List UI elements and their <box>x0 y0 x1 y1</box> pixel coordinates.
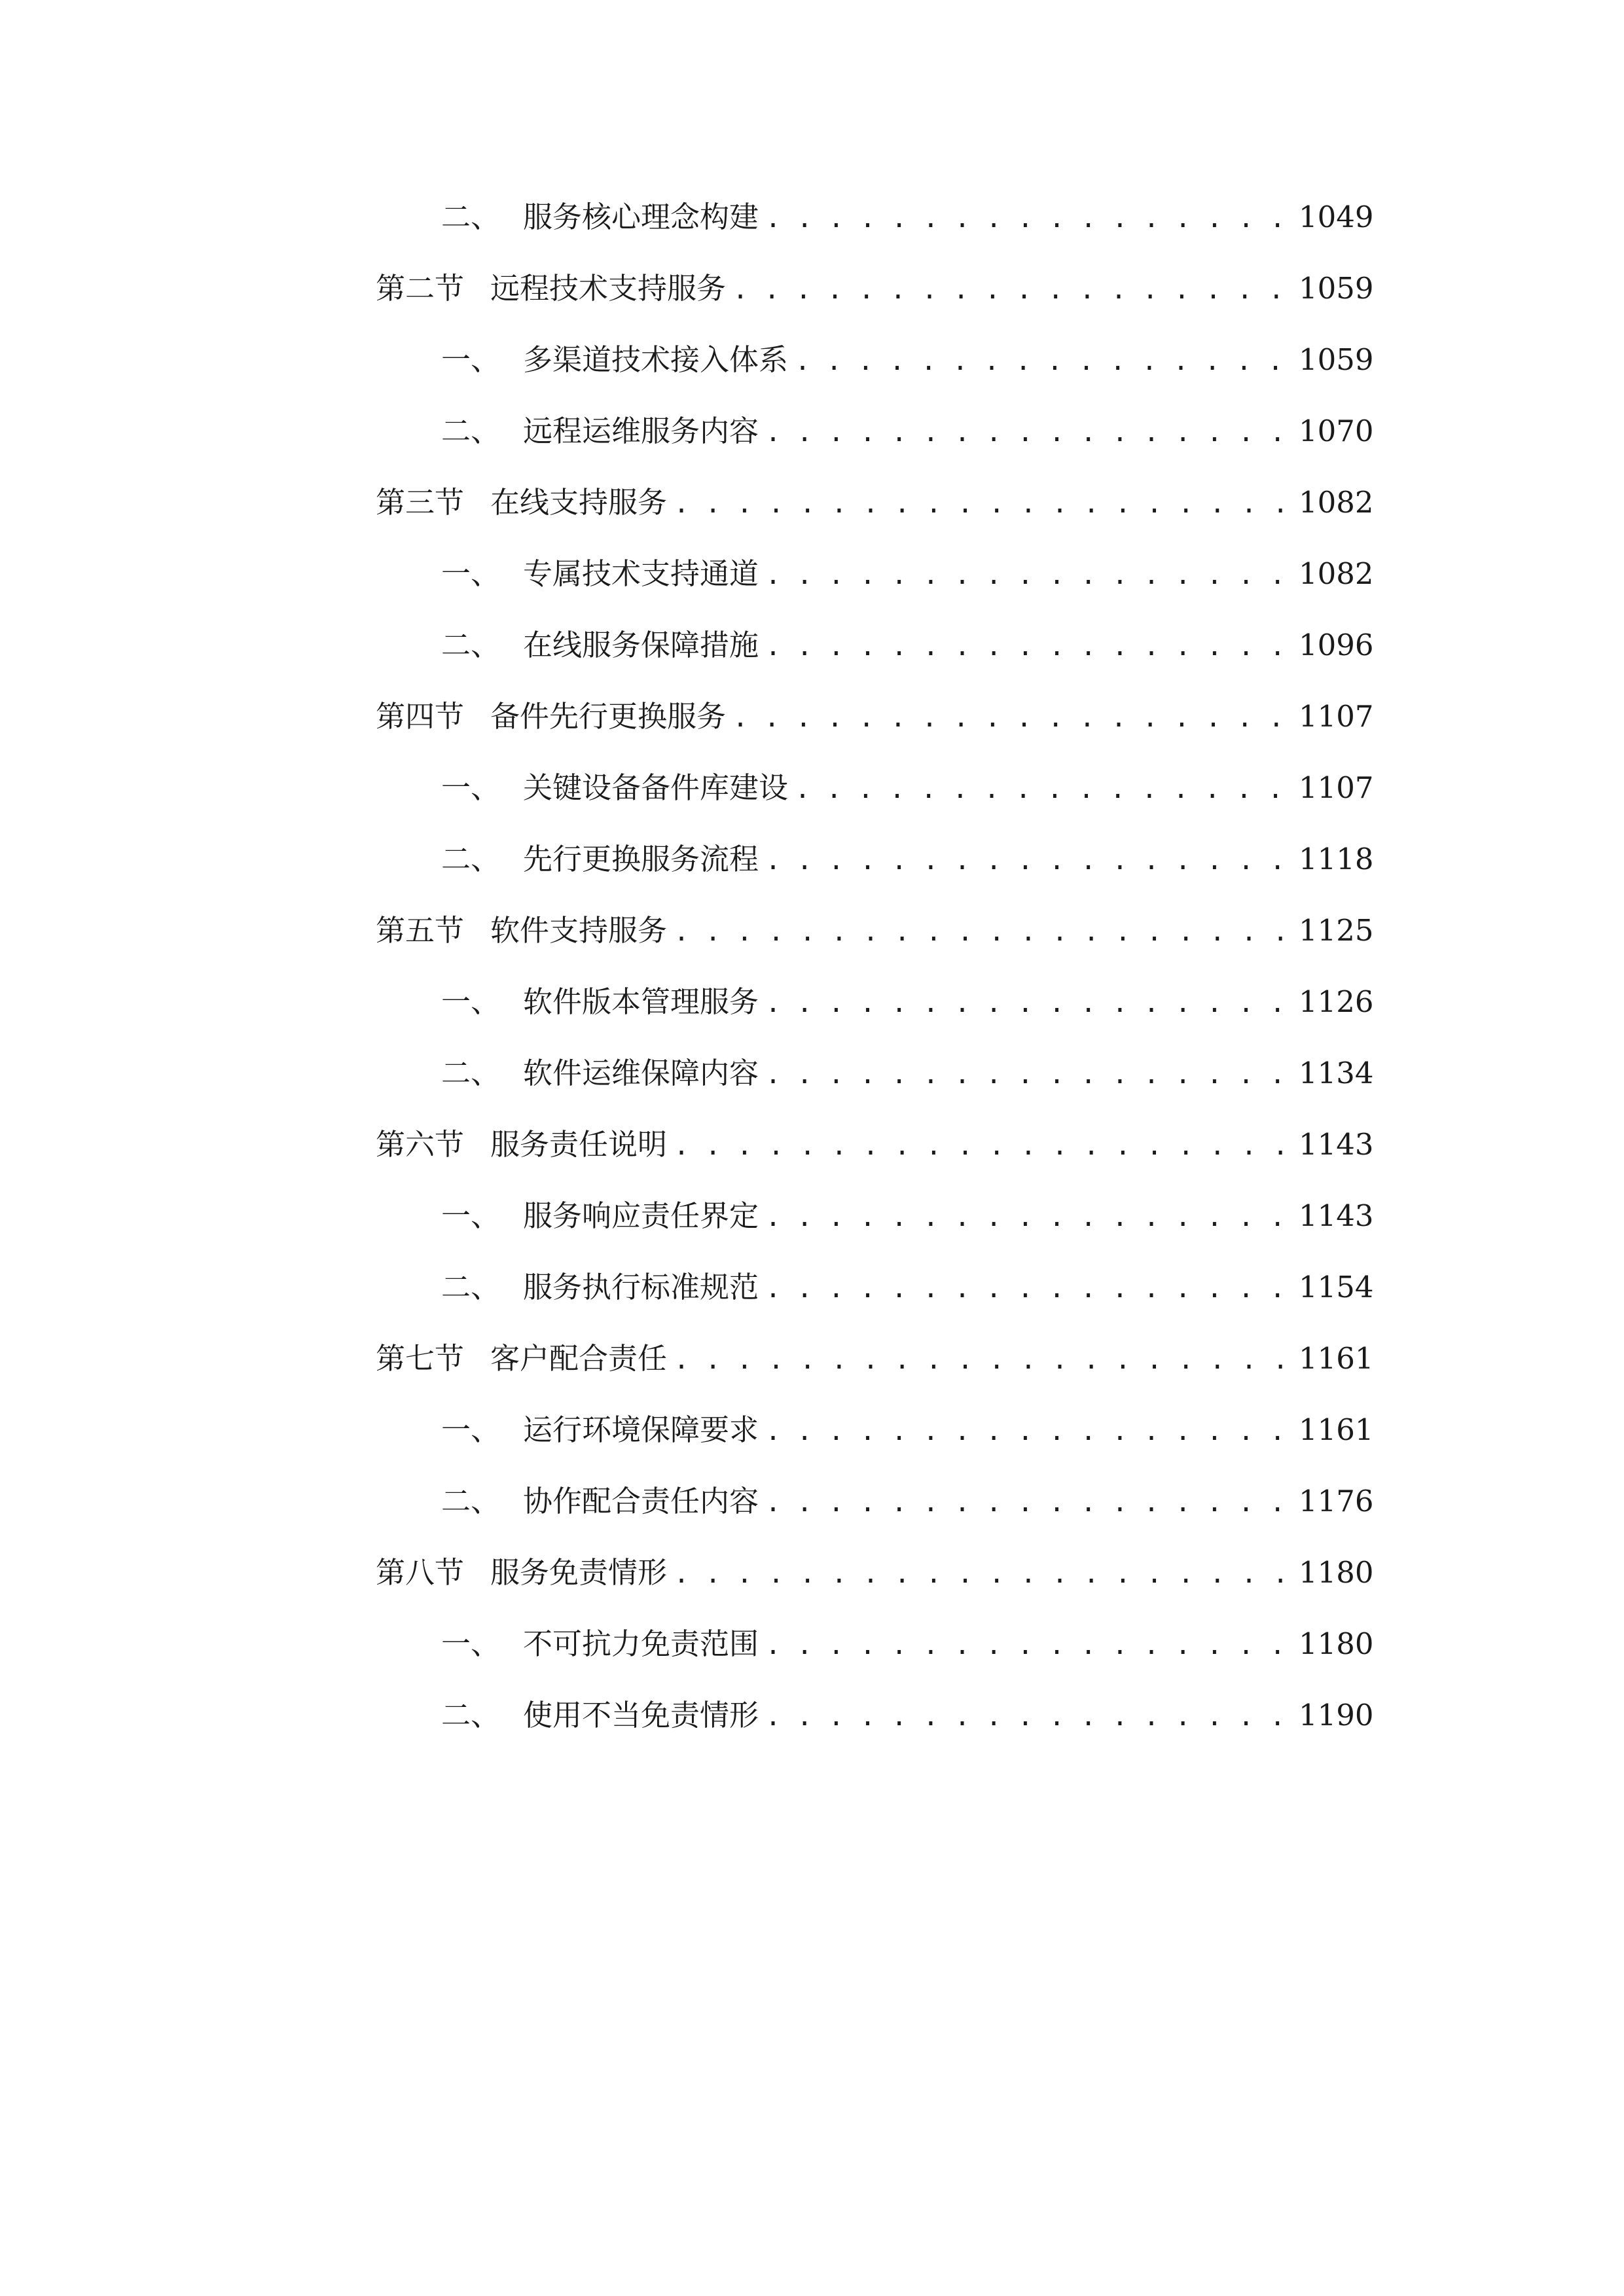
toc-entry-title: 不可抗力免责范围 <box>523 1626 759 1661</box>
toc-entry-title: 服务核心理念构建 <box>523 200 759 234</box>
toc-entry-page-number: 1180 <box>1299 1626 1374 1661</box>
toc-entry-number: 二、 <box>441 200 501 234</box>
toc-entry-title: 服务响应责任界定 <box>523 1198 759 1233</box>
toc-entry[interactable] <box>376 691 1374 743</box>
toc-entry-title: 先行更换服务流程 <box>523 842 759 876</box>
dot-leader <box>765 1049 1299 1101</box>
toc-entry[interactable] <box>376 1547 1374 1599</box>
toc-entry-title: 软件版本管理服务 <box>523 984 759 1019</box>
dot-leader <box>765 1477 1299 1529</box>
dot-leader <box>765 1263 1299 1315</box>
toc-entry-title: 备件先行更换服务 <box>490 699 727 734</box>
toc-entry[interactable] <box>441 191 1374 243</box>
toc-entry-title: 在线服务保障措施 <box>523 628 759 662</box>
toc-entry-number: 二、 <box>441 1270 501 1304</box>
dot-leader <box>674 1548 1299 1600</box>
toc-entry[interactable] <box>441 1618 1374 1670</box>
toc-entry-page-number: 1161 <box>1299 1341 1374 1376</box>
toc-entry-title: 服务执行标准规范 <box>523 1270 759 1304</box>
toc-entry-title: 远程技术支持服务 <box>490 271 727 306</box>
toc-entry[interactable] <box>441 1190 1374 1242</box>
toc-entry[interactable] <box>441 762 1374 814</box>
toc-entry[interactable] <box>441 1404 1374 1456</box>
toc-entry-page-number: 1107 <box>1299 699 1374 734</box>
toc-entry[interactable] <box>441 334 1374 386</box>
toc-entry[interactable] <box>441 619 1374 672</box>
toc-entry-page-number: 1161 <box>1299 1412 1374 1447</box>
toc-entry-title: 协作配合责任内容 <box>523 1484 759 1518</box>
toc-entry-number: 二、 <box>441 1698 501 1732</box>
toc-entry-page-number: 1049 <box>1299 200 1374 234</box>
dot-leader <box>795 763 1299 816</box>
toc-entry-page-number: 1107 <box>1299 770 1374 805</box>
toc-entry-number: 一、 <box>441 984 501 1019</box>
toc-entry-page-number: 1070 <box>1299 414 1374 448</box>
toc-entry[interactable] <box>441 405 1374 457</box>
toc-entry-page-number: 1180 <box>1299 1555 1374 1590</box>
toc-entry-number: 一、 <box>441 770 501 805</box>
toc-entry-title: 远程运维服务内容 <box>523 414 759 448</box>
toc-entry-title: 关键设备备件库建设 <box>523 770 789 805</box>
dot-leader <box>765 977 1299 1030</box>
toc-entry-page-number: 1082 <box>1299 556 1374 591</box>
dot-leader <box>732 264 1299 316</box>
toc-entry-number: 一、 <box>441 1412 501 1447</box>
toc-entry-number: 二、 <box>441 628 501 662</box>
toc-entry-number: 二、 <box>441 414 501 448</box>
toc-entry[interactable] <box>441 1261 1374 1314</box>
toc-entry-title: 服务责任说明 <box>490 1127 668 1162</box>
toc-entry[interactable] <box>376 1333 1374 1385</box>
toc-entry[interactable] <box>441 548 1374 600</box>
dot-leader <box>674 906 1299 958</box>
toc-entry-number: 第四节 <box>376 699 465 734</box>
toc-entry-page-number: 1154 <box>1299 1270 1374 1304</box>
toc-entry-page-number: 1059 <box>1299 342 1374 377</box>
dot-leader <box>765 834 1299 887</box>
toc-entry-page-number: 1143 <box>1299 1127 1374 1162</box>
toc-entry-title: 在线支持服务 <box>490 485 668 520</box>
toc-entry[interactable] <box>376 905 1374 957</box>
dot-leader <box>765 192 1299 245</box>
toc-entry-number: 第三节 <box>376 485 465 520</box>
toc-entry-number: 二、 <box>441 1056 501 1090</box>
toc-entry-number: 第七节 <box>376 1341 465 1376</box>
dot-leader <box>674 1334 1299 1386</box>
toc-entry-page-number: 1096 <box>1299 628 1374 662</box>
toc-entry[interactable] <box>376 476 1374 529</box>
toc-entry[interactable] <box>441 1689 1374 1742</box>
toc-entry-title: 软件运维保障内容 <box>523 1056 759 1090</box>
toc-entry-number: 一、 <box>441 1198 501 1233</box>
toc-entry-page-number: 1125 <box>1299 913 1374 948</box>
toc-entry-title: 软件支持服务 <box>490 913 668 948</box>
dot-leader <box>732 692 1299 744</box>
toc-entry-page-number: 1176 <box>1299 1484 1374 1518</box>
toc-entry-number: 第八节 <box>376 1555 465 1590</box>
toc-entry-number: 第二节 <box>376 271 465 306</box>
dot-leader <box>765 1405 1299 1458</box>
toc-entry-number: 一、 <box>441 1626 501 1661</box>
toc-entry-title: 服务免责情形 <box>490 1555 668 1590</box>
toc-entry-number: 一、 <box>441 556 501 591</box>
toc-entry[interactable] <box>441 833 1374 886</box>
dot-leader <box>765 620 1299 673</box>
toc-entry-page-number: 1143 <box>1299 1198 1374 1233</box>
toc-entry-number: 第五节 <box>376 913 465 948</box>
toc-entry[interactable] <box>441 1047 1374 1100</box>
dot-leader <box>765 406 1299 459</box>
dot-leader <box>674 1120 1299 1172</box>
toc-entry-number: 一、 <box>441 342 501 377</box>
dot-leader <box>674 478 1299 530</box>
dot-leader <box>765 1691 1299 1743</box>
toc-entry-number: 二、 <box>441 842 501 876</box>
dot-leader <box>765 1619 1299 1672</box>
toc-entry-page-number: 1134 <box>1299 1056 1374 1090</box>
toc-entry-title: 多渠道技术接入体系 <box>523 342 789 377</box>
toc-entry-page-number: 1082 <box>1299 485 1374 520</box>
dot-leader <box>765 549 1299 601</box>
toc-entry-title: 客户配合责任 <box>490 1341 668 1376</box>
dot-leader <box>795 335 1299 387</box>
toc-entry-title: 使用不当免责情形 <box>523 1698 759 1732</box>
toc-entry-page-number: 1059 <box>1299 271 1374 306</box>
toc-entry[interactable] <box>376 1119 1374 1171</box>
toc-entry[interactable] <box>441 1475 1374 1528</box>
toc-entry-page-number: 1118 <box>1299 842 1374 876</box>
toc-entry-title: 专属技术支持通道 <box>523 556 759 591</box>
toc-entry[interactable] <box>441 976 1374 1028</box>
dot-leader <box>765 1191 1299 1244</box>
toc-entry-page-number: 1190 <box>1299 1698 1374 1732</box>
toc-entry-number: 二、 <box>441 1484 501 1518</box>
toc-entry-page-number: 1126 <box>1299 984 1374 1019</box>
toc-entry-title: 运行环境保障要求 <box>523 1412 759 1447</box>
toc-entry[interactable] <box>376 262 1374 315</box>
toc-entry-number: 第六节 <box>376 1127 465 1162</box>
